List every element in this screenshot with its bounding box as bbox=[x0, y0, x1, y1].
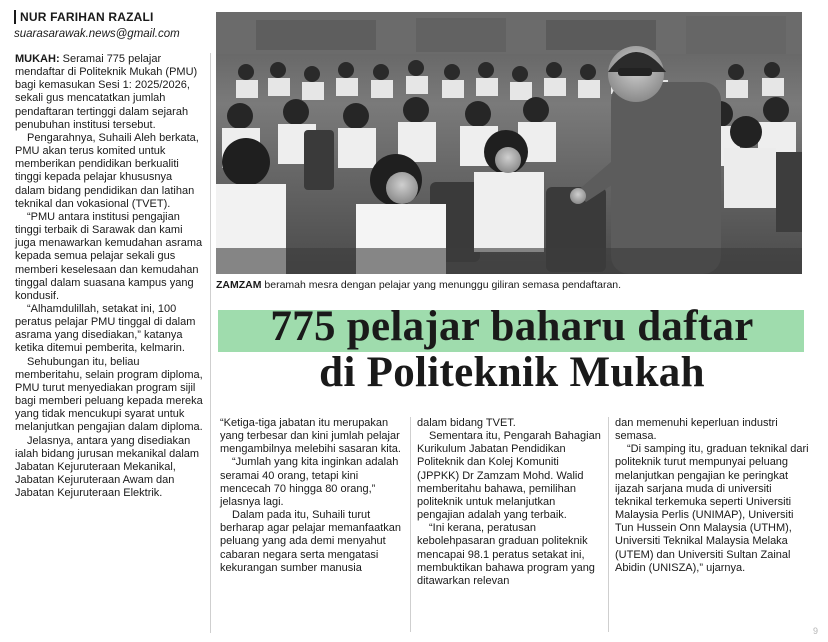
article-column-3 bbox=[417, 417, 601, 588]
article-paragraph: Sehubungan itu, beliau memberitahu, selain program diploma, PMU turut menyediakan program sijil bagi memberi peluang kepada mereka yang tidak mencukupi syarat untuk melanjutkan pengajian dalam diploma. bbox=[15, 355, 203, 434]
article-paragraph: dalam bidang TVET. bbox=[417, 417, 516, 429]
headline-line-2: di Politeknik Mukah bbox=[319, 349, 705, 396]
article-column-1 bbox=[15, 53, 205, 500]
article-column-2 bbox=[220, 417, 402, 575]
article-paragraph: “Alhamdulillah, setakat ini, 100 peratus pelajar PMU tinggal di dalam asrama yang disediakan,” katanya ketika ditemui pemberita, kelmarin. bbox=[15, 302, 196, 355]
column-divider bbox=[608, 417, 609, 632]
author-name: NUR FARIHAN RAZALI bbox=[14, 10, 214, 24]
article-paragraph: “Di samping itu, graduan teknikal dari politeknik turut mempunyai peluang melanjutkan pengajian ke peringkat ijazah sarjana muda di universiti teknikal terkemuka seperti Universiti Malaysia Perlis (UNIMAP), Universiti Tun Hussein Onn Malaysia (UTHM), Universiti Teknikal Malaysia Melaka (UTEM) dan Universiti Sultan Zainal Abidin (UNISZA),” ujarnya. bbox=[615, 443, 809, 574]
article-paragraph: “Ketiga-tiga jabatan itu merupakan yang terbesar dan kini jumlah pelajar mengambilnya melebihi sasaran kita. bbox=[220, 417, 401, 456]
page-number: 9 bbox=[812, 626, 818, 636]
column-divider bbox=[210, 53, 211, 633]
article-paragraph: MUKAH: Seramai 775 pelajar mendaftar di Politeknik Mukah (PMU) bagi kemasukan Sesi 1: 2025/2026, sekali gus mencatatkan jumlah pendaftaran tertinggi dalam sejarah penubuhan institusi tersebut. bbox=[15, 53, 198, 131]
article-paragraph: Dalam pada itu, Suhaili turut berharap agar pelajar memanfaatkan peluang yang ada demi menyahut cabaran negara serta mengatasi kekurangan sumber manusia bbox=[220, 509, 402, 574]
news-photo bbox=[216, 12, 802, 274]
article-paragraph: dan memenuhi keperluan industri semasa. bbox=[615, 417, 778, 443]
caption-name: ZAMZAM bbox=[216, 279, 262, 291]
article-paragraph: Sementara itu, Pengarah Bahagian Kurikulum Jabatan Pendidikan Politeknik dan Kolej Komuniti (JPPKK) Dr Zamzam Mohd. Walid memberitahu bahawa, pemilihan politeknik untuk melanjutkan pengajian adalah yang terbaik. bbox=[417, 430, 601, 522]
article-column-4 bbox=[615, 417, 811, 575]
photo-caption bbox=[216, 279, 806, 292]
article-paragraph: “PMU antara institusi pengajian tinggi terbaik di Sarawak dan kami juga menawarkan kemudahan asrama kepada semua pelajar sekali gus memberi keselesaan dan kemudahan tinggal dalam suasana kampus yang kondusif. bbox=[15, 210, 203, 302]
article-paragraph: Pengarahnya, Suhaili Aleh berkata, PMU akan terus komited untuk memberikan pendidikan berkualiti tinggi kepada pelajar khususnya dalam bidang pendidikan dan latihan teknikal dan vokasional (TVET). bbox=[15, 131, 199, 210]
byline bbox=[14, 10, 214, 41]
headline-line-1: 775 pelajar baharu daftar bbox=[270, 303, 754, 350]
headline-block bbox=[214, 304, 810, 408]
article-paragraph: “Ini kerana, peratusan kebolehpasaran graduan politeknik mencapai 98.1 peratus setakat ini, membuktikan bahawa program yang ditawarkan relevan bbox=[417, 522, 595, 587]
article-paragraph: “Jumlah yang kita inginkan adalah seramai 40 orang, tetapi kini mencecah 70 hingga 80 orang,” jelasnya lagi. bbox=[220, 456, 399, 508]
dateline: MUKAH: bbox=[15, 53, 60, 65]
article-paragraph: Jelasnya, antara yang disediakan ialah bidang jurusan mekanikal dalam Jabatan Kejuruteraan Mekanikal, Jabatan Kejuruteraan Awam dan Jabatan Kejuruteraan Elektrik. bbox=[15, 434, 200, 500]
caption-text: beramah mesra dengan pelajar yang menunggu giliran semasa pendaftaran. bbox=[261, 279, 622, 291]
column-divider bbox=[410, 417, 411, 632]
author-email: suarasarawak.news@gmail.com bbox=[14, 28, 180, 40]
headline bbox=[214, 304, 810, 396]
